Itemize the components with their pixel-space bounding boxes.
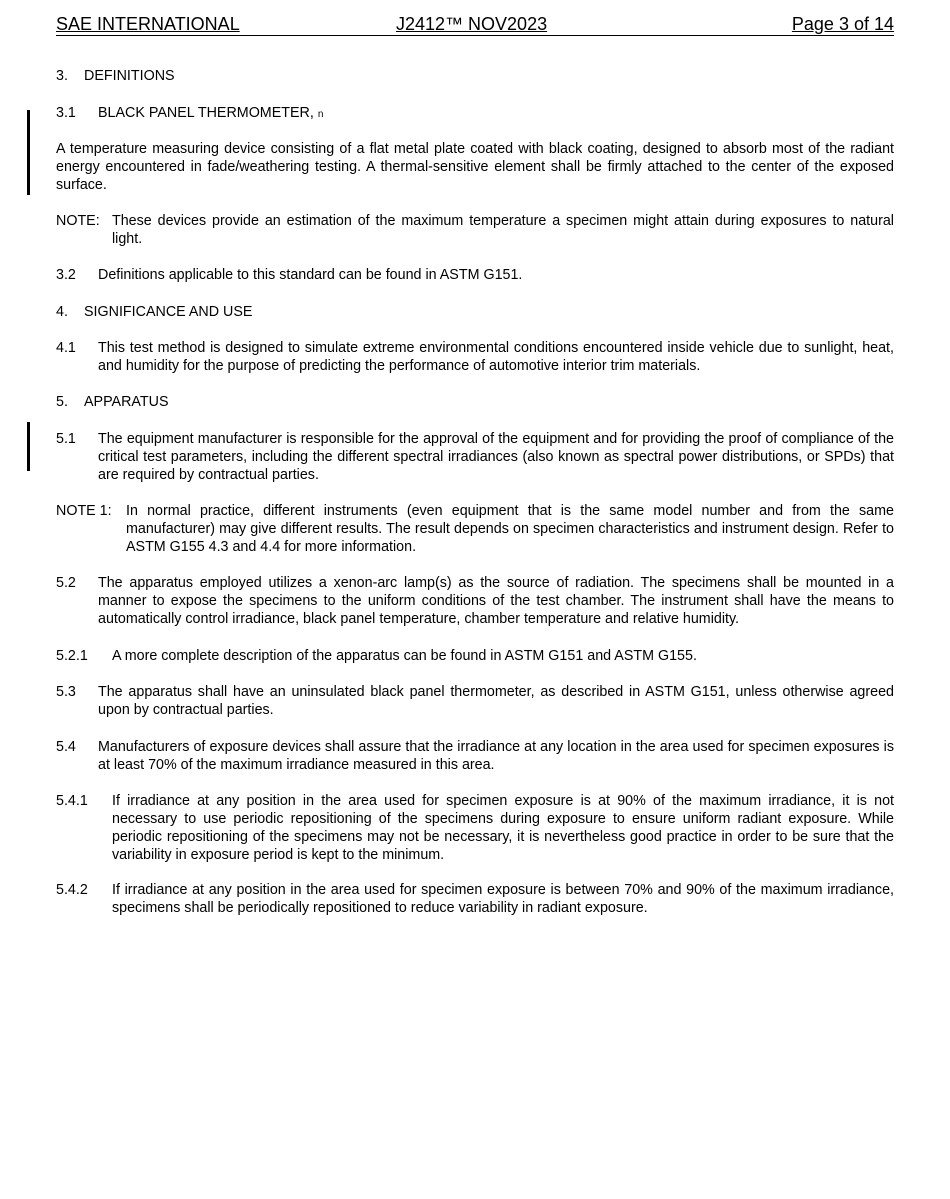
clause-number: 3.1 xyxy=(56,105,76,121)
change-bar xyxy=(27,422,30,471)
section-number: 3. xyxy=(56,68,68,84)
clause-5-2-1 xyxy=(56,647,894,665)
definition-text: A temperature measuring device consisting of a flat metal plate coated with black coating, designed to absorb most of the radiant energy encountered in fade/weathering testing. A thermal-sensitive element shall be firmly attached to the center of the exposed surface. xyxy=(56,141,894,193)
clause-number: 3.2 xyxy=(56,267,76,283)
clause-3-2 xyxy=(56,266,894,284)
section-heading-significance xyxy=(56,303,894,321)
clause-text: The equipment manufacturer is responsible for the approval of the equipment and for providing the proof of compliance of the critical test parameters, including the different spectral irradiances (also known as spectral power distributions, or SPDs) that are required by contractual parties. xyxy=(98,431,894,483)
note xyxy=(56,212,894,248)
section-number: 5. xyxy=(56,394,68,410)
clause-number: 5.4.1 xyxy=(56,793,88,809)
header-page-number: Page 3 of 14 xyxy=(791,14,894,34)
clause-number: 5.1 xyxy=(56,431,76,447)
note-text: These devices provide an estimation of the maximum temperature a specimen might attain during exposures to natural light. xyxy=(112,213,894,247)
note-1 xyxy=(56,502,894,556)
note-text: In normal practice, different instruments (even equipment that is the same model number and from the same manufacturer) may give different results. The result depends on specimen characteristics and instrument design. Refer to ASTM G155 4.3 and 4.4 for more information. xyxy=(126,503,894,555)
clause-text: The apparatus employed utilizes a xenon-arc lamp(s) as the source of radiation. The specimens shall be mounted in a manner to expose the specimens to the uniform conditions of the test chamber. The instrument shall have the means to automatically control irradiance, black panel temperature, chamber temperature and relative humidity. xyxy=(98,575,894,627)
clause-text: The apparatus shall have an uninsulated black panel thermometer, as described in ASTM G151, unless otherwise agreed upon by contractual parties. xyxy=(98,684,894,718)
section-title: DEFINITIONS xyxy=(84,68,175,84)
clause-5-4-1 xyxy=(56,792,894,864)
page-header xyxy=(56,13,894,36)
section-heading-definitions xyxy=(56,67,894,85)
clause-number: 4.1 xyxy=(56,340,76,356)
clause-4-1 xyxy=(56,339,894,375)
clause-text: If irradiance at any position in the area used for specimen exposure is between 70% and 90% of the maximum irradiance, specimens shall be periodically repositioned to reduce variability in radiant exposure. xyxy=(112,882,894,916)
clause-number: 5.4.2 xyxy=(56,882,88,898)
change-marker: n xyxy=(317,109,324,120)
clause-text: If irradiance at any position in the area used for specimen exposure is at 90% of the maximum irradiance, it is not necessary to use periodic repositioning of the specimens during exposure to ensure uniform radiant exposure. While periodic repositioning of the specimens may not be necessary, it is nevertheless good practice in order to be sure that the variability in exposure period is kept to the minimum. xyxy=(112,793,894,863)
clause-number: 5.4 xyxy=(56,739,76,755)
section-heading-apparatus xyxy=(56,393,894,411)
definition-term-black-panel-thermometer xyxy=(56,104,894,124)
clause-5-2 xyxy=(56,574,894,628)
clause-5-1 xyxy=(56,430,894,484)
header-org: SAE INTERNATIONAL xyxy=(56,14,240,34)
clause-text: This test method is designed to simulate extreme environmental conditions encountered inside vehicle due to sunlight, heat, and humidity for the purpose of predicting the performance of automotive interior trim materials. xyxy=(98,340,894,374)
clause-number: 5.2.1 xyxy=(56,648,88,664)
clause-5-3 xyxy=(56,683,894,719)
note-label: NOTE: xyxy=(56,213,100,229)
section-title: APPARATUS xyxy=(84,394,169,410)
section-title: SIGNIFICANCE AND USE xyxy=(84,304,253,320)
clause-text: Definitions applicable to this standard can be found in ASTM G151. xyxy=(98,267,523,283)
clause-5-4-2 xyxy=(56,881,894,917)
section-number: 4. xyxy=(56,304,68,320)
term-title: BLACK PANEL THERMOMETER, xyxy=(98,105,314,121)
change-bar xyxy=(27,110,30,195)
clause-text: A more complete description of the apparatus can be found in ASTM G151 and ASTM G155. xyxy=(112,648,697,664)
clause-5-4 xyxy=(56,738,894,774)
header-doc-id: J2412™ NOV2023 xyxy=(396,14,548,34)
clause-number: 5.2 xyxy=(56,575,76,591)
clause-number: 5.3 xyxy=(56,684,76,700)
clause-text: Manufacturers of exposure devices shall assure that the irradiance at any location in the area used for specimen exposures is at least 70% of the maximum irradiance measured in this area. xyxy=(98,739,894,773)
note-label: NOTE 1: xyxy=(56,503,112,519)
